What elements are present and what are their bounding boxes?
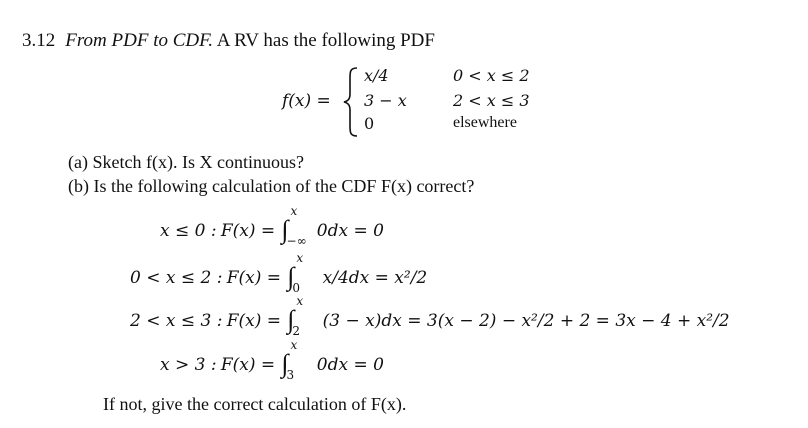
integral-upper: x [290,204,298,218]
integral-lower: 3 [286,368,295,382]
equation-condition: 2 < x ≤ 3 : [130,311,223,331]
integral-sign-icon: ∫ [281,215,289,244]
integral-lower: −∞ [286,234,307,248]
left-brace-icon [342,66,360,138]
question-b [68,176,474,197]
integral-upper: x [296,294,304,308]
equation-body: 0dx = 0 [316,221,384,241]
integral-upper: x [296,251,304,265]
question-a [68,152,304,173]
integral-sign-icon: ∫ [287,262,295,291]
integral-lower: 2 [292,324,301,338]
integral-sign-icon: ∫ [281,349,289,378]
equation-body: x/4dx = x²/2 [322,268,428,288]
question-text: Is the following calculation of the CDF F(x) correct? [93,176,475,196]
equation-body: 0dx = 0 [316,355,384,375]
problem-title: From PDF to CDF. [65,30,214,51]
integral-sign-icon: ∫ [287,305,295,334]
equation-lhs: F(x) = [226,311,282,331]
question-text: Sketch f(x). Is X continuous? [92,152,304,172]
pdf-lhs: f(x) = [282,91,331,111]
equation-condition: x ≤ 0 : [160,221,217,241]
cdf-equation [130,251,428,295]
equation-lhs: F(x) = [220,355,276,375]
integral-upper: x [290,338,298,352]
equation-lhs: F(x) = [220,221,276,241]
cdf-equation [130,294,730,338]
closing-instruction: If not, give the correct calculation of F(x). [103,394,407,414]
equation-lhs: F(x) = [226,268,282,288]
question-label: (b) [68,176,89,196]
equation-body: (3 − x)dx = 3(x − 2) − x²/2 + 2 = 3x − 4 + x²/2 [322,311,730,331]
pdf-case-expr: x/4 [364,66,389,85]
pdf-case-cond: 2 < x ≤ 3 [453,91,530,110]
problem-intro: A RV has the following PDF [216,30,435,51]
problem-heading [22,30,435,52]
pdf-case-cond: 0 < x ≤ 2 [453,66,530,85]
problem-number: 3.12 [22,30,56,51]
cdf-equation [160,338,384,382]
question-label: (a) [68,152,88,172]
integral-lower: 0 [292,281,301,295]
pdf-case-expr: 3 − x [364,91,407,110]
pdf-case-expr: 0 [364,114,375,133]
equation-condition: x > 3 : [160,355,217,375]
pdf-case-cond: elsewhere [453,114,517,131]
cdf-equation [160,204,384,248]
equation-condition: 0 < x ≤ 2 : [130,268,223,288]
